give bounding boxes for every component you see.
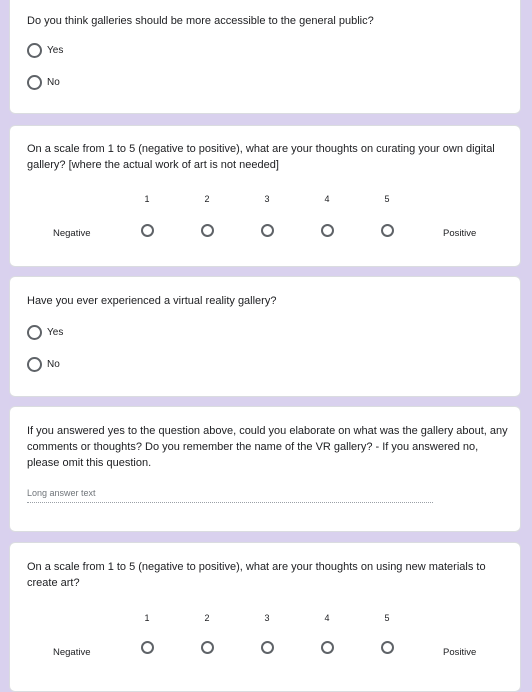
scale-radio-4[interactable]: [321, 641, 334, 654]
scale-number-5: 5: [384, 613, 390, 623]
question-title: On a scale from 1 to 5 (negative to positive), what are your thoughts on curating your own digital gallery? [where the actual work of art is not needed]: [27, 143, 495, 171]
question-title: On a scale from 1 to 5 (negative to positive), what are your thoughts on using new materials to create art?: [27, 561, 486, 589]
scale-number-1: 1: [144, 613, 150, 623]
option-no[interactable]: [27, 357, 60, 372]
radio-button[interactable]: [27, 325, 42, 340]
scale-number-5: 5: [384, 194, 390, 204]
scale-radio-5[interactable]: [381, 224, 394, 237]
option-label: Yes: [47, 327, 64, 338]
question-card-2: [9, 125, 521, 267]
scale-number-2: 2: [204, 613, 210, 623]
scale-number-4: 4: [324, 194, 330, 204]
scale-number-1: 1: [144, 194, 150, 204]
radio-button[interactable]: [27, 357, 42, 372]
option-label: No: [47, 77, 60, 88]
question-card-5: [9, 542, 521, 692]
scale-low-label: Negative: [53, 228, 91, 239]
scale-low-label: Negative: [53, 647, 91, 658]
long-answer-placeholder[interactable]: Long answer text: [27, 488, 96, 498]
scale-radio-5[interactable]: [381, 641, 394, 654]
scale-high-label: Positive: [443, 228, 477, 239]
scale-radio-3[interactable]: [261, 641, 274, 654]
scale-number-3: 3: [264, 613, 270, 623]
scale-radio-1[interactable]: [141, 224, 154, 237]
option-yes[interactable]: [27, 325, 63, 340]
question-title: Have you ever experienced a virtual reality gallery?: [27, 295, 277, 307]
scale-radio-1[interactable]: [141, 641, 154, 654]
question-card-3: [9, 276, 521, 397]
scale-number-3: 3: [264, 194, 270, 204]
question-title: If you answered yes to the question above, could you elaborate on what was the gallery about, any comments or thoughts? Do you remember the name of the VR gallery? - If you answered no, please omit this question.: [27, 425, 508, 469]
scale-radio-4[interactable]: [321, 224, 334, 237]
question-title: Do you think galleries should be more accessible to the general public?: [27, 15, 374, 27]
scale-number-2: 2: [204, 194, 210, 204]
scale-number-4: 4: [324, 613, 330, 623]
option-yes[interactable]: [27, 43, 63, 58]
scale-radio-2[interactable]: [201, 224, 214, 237]
question-card-1: [9, 0, 521, 114]
scale-high-label: Positive: [443, 647, 477, 658]
question-card-4: [9, 406, 521, 532]
radio-button[interactable]: [27, 43, 42, 58]
option-label: No: [47, 359, 60, 370]
option-no[interactable]: [27, 75, 60, 90]
scale-radio-2[interactable]: [201, 641, 214, 654]
option-label: Yes: [47, 45, 64, 56]
radio-button[interactable]: [27, 75, 42, 90]
scale-radio-3[interactable]: [261, 224, 274, 237]
long-answer-field[interactable]: [27, 502, 433, 503]
